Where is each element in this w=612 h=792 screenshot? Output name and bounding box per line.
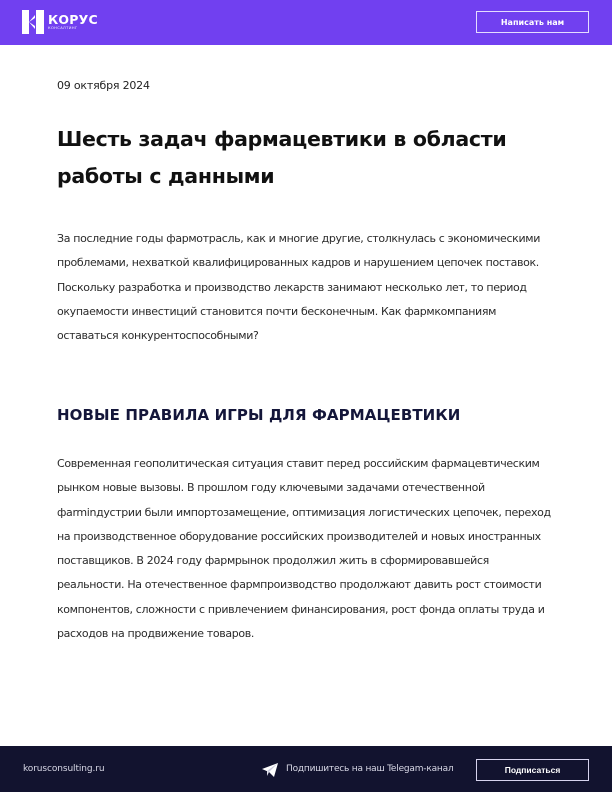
korus-logo-icon (22, 10, 44, 34)
top-header (0, 0, 612, 45)
article-intro: За последние годы фармотрасль, как и многие другие, столкнулась с экономическими проблемами, нехваткой квалифицированных кадров и нарушением цепочек поставок. Поскольку разработка и производство лекарств занимают несколько лет, то период окупаемости инвестиций становится почти бесконечным. Как фармкомпаниям оставаться конкурентоспособными? (57, 232, 541, 343)
article-date: 09 октября 2024 (57, 79, 150, 92)
site-link[interactable]: korusconsulting.ru (23, 764, 105, 774)
section-body: Современная геополитическая ситуация ставит перед российским фармацевтическим рынком новые вызовы. В прошлом году ключевыми задачами отечественной фarminдустрии были импортозамещение, оптимизация логистических цепочек, переход на производственное оборудование российских производителей и новых иностранных поставщиков. В 2024 году фармрынок продолжил жить в сформировавшейся реальности. На отечественное фармпроизводство продолжают давить рост стоимости компонентов, сложности с привлечением финансирования, рост фонда оплаты труда и расходов на продвижение товаров. (57, 457, 551, 641)
logo-name: КОРУС (48, 12, 98, 27)
section-heading: НОВЫЕ ПРАВИЛА ИГРЫ ДЛЯ ФАРМАЦЕВТИКИ (57, 406, 461, 424)
logo-subtitle: КОНСАЛТИНГ (48, 26, 78, 30)
korus-logo[interactable] (22, 10, 98, 34)
subscribe-button[interactable]: Подписаться (476, 759, 589, 781)
article-title: Шесть задач фармацевтики в области работы с данными (57, 127, 507, 188)
telegram-icon[interactable] (262, 762, 278, 776)
write-us-button[interactable]: Написать нам (476, 11, 589, 33)
telegram-subscribe-text[interactable]: Подпишитесь на наш Telegam-канал (286, 764, 454, 774)
